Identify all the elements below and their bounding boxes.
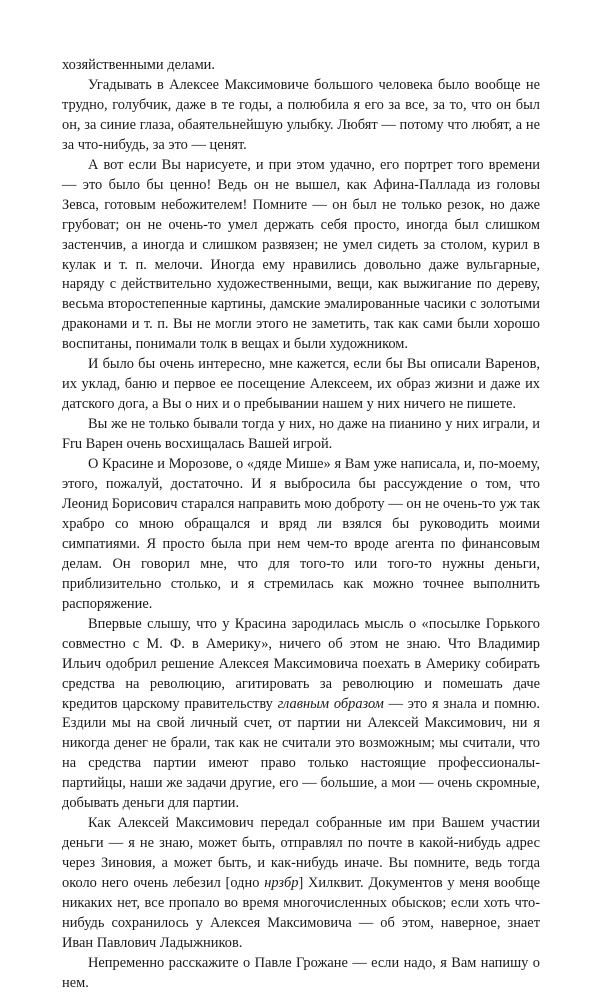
- paragraph: И было бы очень интересно, мне кажется, если бы Вы описали Варенов, их уклад, баню и первое ее посещение Алексеем, их образ жизни и даже их датского дога, а Вы о них и о пребывании нашем у них ничего не пишете.: [62, 356, 540, 413]
- paragraph: О Красине и Морозове, о «дяде Мише» я Вам уже написала, и, по-моему, этого, пожалуй, достаточно. И я выбросила бы рассуждение о том, что Леонид Борисович старался направить мою доброту — он не очень-то уж так храбро со мною обращался и вряд ли взялся бы руководить моими симпатиями. Я просто была при нем чем-то вроде агента по финансовым делам. Он говорил мне, что для того-то или того-то нужны деньги, приблизительно столько, и я стремилась как можно точнее выполнить распоряжение.: [62, 456, 540, 612]
- paragraph-continuation: хозяйственными делами.: [62, 57, 216, 73]
- paragraph: Вы же не только бывали тогда у них, но даже на пианино у них играли, и Fru Варен очень восхищалась Вашей игрой.: [62, 416, 540, 453]
- paragraph: Угадывать в Алексее Максимовиче большого человека было вообще не трудно, голубчик, даже в те годы, а полюбила я его за все, за то, что он был он, за синие глаза, обаятельнейшую улыбку. Любят — потому что любят, а не за что-нибудь, за это — ценят.: [62, 76, 540, 153]
- paragraph-text-after-italic: ] Хилквит. Документов у меня вообще никаких нет, все пропало во время многочисленных обысков; если хоть что-нибудь сохранилось у Алексея Максимовича — об этом, наверное, знает Иван Павлович Ладыжников.: [62, 875, 540, 951]
- paragraph: Непременно расскажите о Павле Грожане — если надо, я Вам напишу о нем.: [62, 954, 540, 991]
- italic-illegible-marker: нрзбр: [264, 875, 299, 892]
- italic-emphasis: главным образом: [277, 695, 384, 712]
- paragraph-text-after-italic: — это я знала и помню. Ездили мы на свой личный счет, от партии ни Алексей Максимович, ни я никогда денег не брали, так как не считали это возможным; мы считали, что на средства партии имеют право только настоящие профессионалы-партийцы, наши же задачи другие, его — большие, а мои — очень скромные, добывать деньги для партии.: [62, 695, 541, 812]
- paragraph: А вот если Вы нарисуете, и при этом удачно, его портрет того времени — это было бы ценно! Ведь он не вышел, как Афина-Паллада из головы Зевса, готовым небожителем! Помните — он был не только резок, но даже грубоват; он не очень-то умел держать себя просто, иногда был слишком застенчив, а иногда и слишком развязен; не умел сидеть за столом, курил в кулак и т. п. мелочи. Иногда ему нравились довольно даже вульгарные, наряду с действительно художественными, вещи, как выжигание по дереву, весьма второстепенные картины, дамские эмалированные часики с золотыми драконами и т. п. Вы не могли этого не заметить, так как сами были хорошо воспитаны, понимали толк в вещах и были художником.: [62, 156, 540, 353]
- paragraph-text-before-italic: Как Алексей Максимович передал собранные им при Вашем участии деньги — я не знаю, может быть, отправлял по почте в какой-нибудь адрес через Зиновия, а может быть, и как-нибудь иначе. Вы помните, ведь тогда около него очень лебезил [одно: [62, 815, 540, 892]
- paragraph-text-before-italic: Впервые слышу, что у Красина зародилась мысль о «посылке Горького совместно с М. Ф. в Америку», ничего об этом не знаю. Что Владимир Ильич одобрил решение Алексея Максимовича поехать в Америку собирать средства на революцию, агитировать за революцию и помешать даче кредитов царскому правительству: [62, 615, 540, 712]
- paragraph-with-italic: [62, 814, 540, 954]
- paragraph-with-italic: [62, 615, 540, 815]
- body-text-block: [62, 56, 540, 994]
